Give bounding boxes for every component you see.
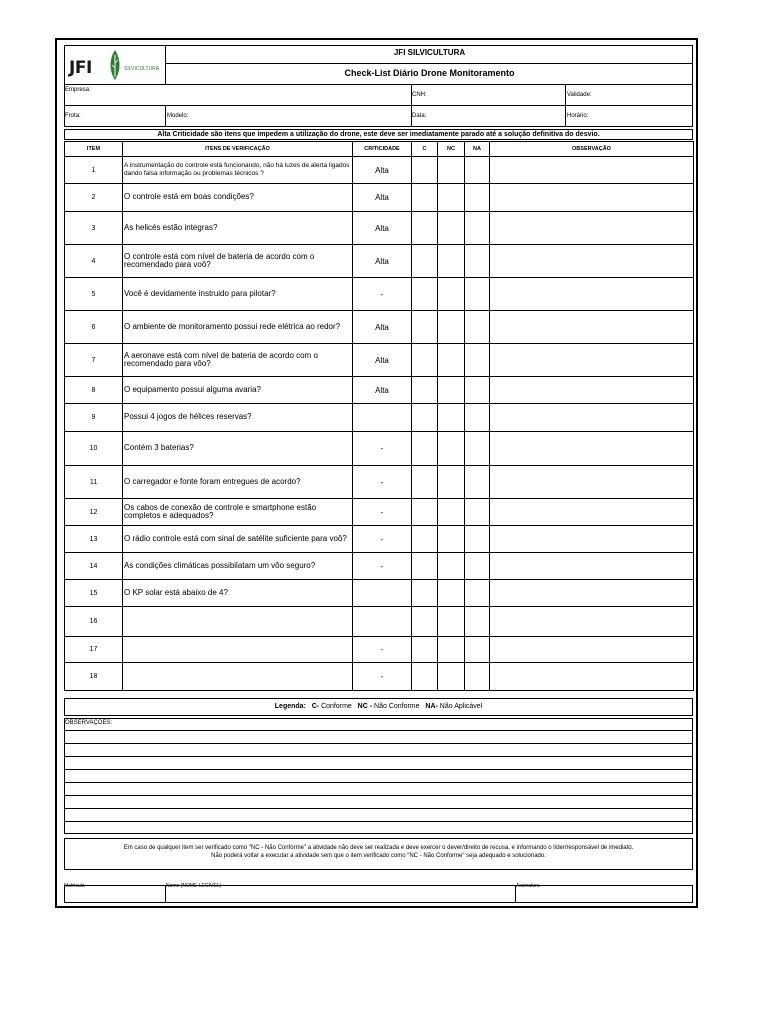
checklist-page — [55, 38, 698, 908]
item-criticality: - — [353, 663, 412, 691]
cell-observacao[interactable] — [490, 278, 694, 311]
col-c: C — [412, 142, 438, 157]
cell-nao-conforme[interactable] — [438, 157, 465, 184]
item-number: 3 — [65, 212, 123, 245]
cell-observacao[interactable] — [490, 499, 694, 526]
cell-nao-conforme[interactable] — [438, 184, 465, 212]
jfi-logo — [64, 45, 166, 85]
cell-conforme[interactable] — [412, 404, 438, 432]
observation-line[interactable] — [64, 795, 693, 796]
col-na: NA — [465, 142, 490, 157]
observation-line[interactable] — [64, 821, 693, 822]
item-text: Os cabos de conexão de controle e smartphone estão completos e adequados? — [123, 499, 353, 526]
observation-line[interactable] — [64, 756, 693, 757]
item-number: 12 — [65, 499, 123, 526]
cell-observacao[interactable] — [490, 157, 694, 184]
item-text: O equipamento possui alguma avaria? — [123, 377, 353, 404]
cell-observacao[interactable] — [490, 344, 694, 377]
item-text: O KP solar está abaixo de 4? — [123, 580, 353, 607]
item-number: 13 — [65, 526, 123, 553]
item-criticality: - — [353, 278, 412, 311]
item-criticality — [353, 607, 412, 637]
table-row — [65, 184, 694, 212]
label-matricula: Matrícula — [64, 883, 85, 889]
cell-observacao[interactable] — [490, 553, 694, 580]
cell-nao-conforme[interactable] — [438, 245, 465, 278]
item-criticality: - — [353, 466, 412, 499]
header-divider — [165, 63, 693, 64]
label-assinatura: Assinatura — [516, 883, 540, 889]
item-number: 7 — [65, 344, 123, 377]
cell-conforme[interactable] — [412, 553, 438, 580]
item-number: 11 — [65, 466, 123, 499]
item-text: O rádio controle está com sinal de satélite suficiente para voô? — [123, 526, 353, 553]
item-text: As condições climáticas possibilatam um vôo seguro? — [123, 553, 353, 580]
item-text: A aeronave está com nível de bateria de acordo com o recomendado para vôo? — [123, 344, 353, 377]
cell-nao-conforme[interactable] — [438, 404, 465, 432]
cell-conforme[interactable] — [412, 526, 438, 553]
cell-nao-conforme[interactable] — [438, 432, 465, 466]
item-number: 2 — [65, 184, 123, 212]
item-text: Você é devidamente instruido para pilotar? — [123, 278, 353, 311]
cell-nao-aplicavel[interactable] — [465, 637, 490, 663]
cell-nao-conforme[interactable] — [438, 580, 465, 607]
label-frota: Frota: — [65, 113, 81, 119]
cell-nao-conforme[interactable] — [438, 344, 465, 377]
cell-nao-aplicavel[interactable] — [465, 580, 490, 607]
label-validade: Validade: — [567, 92, 592, 98]
cell-nao-aplicavel[interactable] — [465, 212, 490, 245]
cell-nao-aplicavel[interactable] — [465, 553, 490, 580]
legend-nc-value: Não Conforme — [374, 703, 420, 710]
col-observacao: OBSERVAÇÃO — [490, 142, 694, 157]
cell-observacao[interactable] — [490, 377, 694, 404]
table-row — [65, 607, 694, 637]
legend-c-key: C- — [311, 703, 320, 710]
cell-conforme[interactable] — [412, 184, 438, 212]
cell-conforme[interactable] — [412, 466, 438, 499]
item-criticality: - — [353, 432, 412, 466]
cell-observacao[interactable] — [490, 466, 694, 499]
table-row — [65, 553, 694, 580]
table-row — [65, 311, 694, 344]
cell-conforme[interactable] — [412, 499, 438, 526]
item-criticality: Alta — [353, 344, 412, 377]
cell-conforme[interactable] — [412, 157, 438, 184]
logo-text: JFI — [69, 58, 92, 78]
cell-nao-conforme[interactable] — [438, 377, 465, 404]
item-number: 4 — [65, 245, 123, 278]
item-number: 1 — [65, 157, 123, 184]
cell-conforme[interactable] — [412, 212, 438, 245]
cell-conforme[interactable] — [412, 278, 438, 311]
table-row — [65, 499, 694, 526]
form-title: Check-List Diário Drone Monitoramento — [344, 68, 515, 78]
cell-conforme[interactable] — [412, 607, 438, 637]
cell-conforme[interactable] — [412, 637, 438, 663]
label-modelo: Modelo: — [167, 113, 189, 119]
cell-nao-conforme[interactable] — [438, 663, 465, 691]
item-number: 16 — [65, 607, 123, 637]
label-cnh: CNH: — [412, 92, 427, 98]
cell-observacao[interactable] — [490, 580, 694, 607]
criticality-warning: Alta Criticidade são itens que impedem a utilização do drone, este deve ser imediatamente parado até a solução definitiva do desvio. — [64, 129, 693, 140]
legend-c-value: Conforme — [321, 703, 352, 710]
table-row — [65, 344, 694, 377]
cell-nao-aplicavel[interactable] — [465, 499, 490, 526]
table-row — [65, 637, 694, 663]
table-row — [65, 580, 694, 607]
info-row-1-div-b — [565, 84, 566, 106]
cell-nao-aplicavel[interactable] — [465, 404, 490, 432]
item-text: O controle está em boas condições? — [123, 184, 353, 212]
cell-observacao[interactable] — [490, 637, 694, 663]
item-text — [123, 663, 353, 691]
observations-box — [64, 718, 693, 834]
cell-observacao[interactable] — [490, 404, 694, 432]
item-criticality: Alta — [353, 184, 412, 212]
item-criticality: Alta — [353, 212, 412, 245]
cell-nao-aplicavel[interactable] — [465, 157, 490, 184]
cell-nao-conforme[interactable] — [438, 553, 465, 580]
cell-nao-aplicavel[interactable] — [465, 184, 490, 212]
legend-nc-key: NC - — [357, 703, 373, 710]
cell-observacao[interactable] — [490, 432, 694, 466]
cell-nao-conforme[interactable] — [438, 499, 465, 526]
item-text: A instrumentação do controle está funcionando, não há luzes de alerta ligados dando falsa informação ou problemas técnicos ? — [123, 157, 353, 184]
info-row-2 — [64, 105, 693, 127]
col-itens: ITENS DE VERIFICAÇÃO — [123, 142, 353, 157]
cell-nao-conforme[interactable] — [438, 637, 465, 663]
cell-nao-conforme[interactable] — [438, 212, 465, 245]
table-row — [65, 404, 694, 432]
info-row-2-div-c — [565, 105, 566, 127]
item-number: 9 — [65, 404, 123, 432]
cell-nao-conforme[interactable] — [438, 311, 465, 344]
table-row — [65, 466, 694, 499]
table-row — [65, 157, 694, 184]
label-horario: Horário: — [567, 113, 589, 119]
info-row-1 — [64, 84, 693, 106]
cell-nao-aplicavel[interactable] — [465, 663, 490, 691]
cell-observacao[interactable] — [490, 245, 694, 278]
cell-conforme[interactable] — [412, 663, 438, 691]
col-item: ITEM — [65, 142, 123, 157]
item-criticality: Alta — [353, 245, 412, 278]
label-empresa: Empresa: — [65, 87, 91, 93]
cell-observacao[interactable] — [490, 663, 694, 691]
cell-nao-aplicavel[interactable] — [465, 377, 490, 404]
item-criticality: Alta — [353, 157, 412, 184]
item-number: 10 — [65, 432, 123, 466]
cell-nao-aplicavel[interactable] — [465, 466, 490, 499]
cell-conforme[interactable] — [412, 344, 438, 377]
cell-conforme[interactable] — [412, 311, 438, 344]
logo-subtext: SILVICULTURA — [124, 66, 160, 72]
cell-nao-aplicavel[interactable] — [465, 432, 490, 466]
cell-observacao[interactable] — [490, 607, 694, 637]
item-criticality: Alta — [353, 311, 412, 344]
item-text: O ambiente de monitoramento possui rede elétrica ao redor? — [123, 311, 353, 344]
cell-conforme[interactable] — [412, 377, 438, 404]
legend-na-key: NA- — [425, 703, 438, 710]
observations-label: OBSERVAÇÕES: — [65, 720, 113, 726]
cell-observacao[interactable] — [490, 184, 694, 212]
item-number: 8 — [65, 377, 123, 404]
notice-line-2: Não poderá voltar a executar a atividade sem que o item verificado como "NC - Não Conforme" seja adequado e solucionado. — [211, 853, 546, 859]
company-name: JFI SILVICULTURA — [393, 48, 466, 57]
observation-line[interactable] — [64, 743, 693, 744]
item-text: O controle está com nível de bateria de acordo com o recomendado para voô? — [123, 245, 353, 278]
label-nome: Nome (NOME LEGÍVEL) — [166, 883, 222, 889]
item-number: 15 — [65, 580, 123, 607]
item-criticality: - — [353, 526, 412, 553]
cell-observacao[interactable] — [490, 526, 694, 553]
cell-nao-aplicavel[interactable] — [465, 278, 490, 311]
cell-nao-conforme[interactable] — [438, 607, 465, 637]
item-criticality — [353, 404, 412, 432]
observation-line[interactable] — [64, 730, 693, 731]
item-text: O carregador e fonte foram entregues de acordo? — [123, 466, 353, 499]
item-criticality: - — [353, 499, 412, 526]
checklist-table — [64, 141, 694, 691]
item-text: As helicés estão integras? — [123, 212, 353, 245]
table-row — [65, 432, 694, 466]
item-number: 18 — [65, 663, 123, 691]
signature-box — [64, 885, 693, 903]
cell-nao-conforme[interactable] — [438, 526, 465, 553]
cell-conforme[interactable] — [412, 580, 438, 607]
legend-na-value: Não Aplicável — [439, 703, 483, 710]
table-row — [65, 663, 694, 691]
item-number: 6 — [65, 311, 123, 344]
observation-line[interactable] — [64, 769, 693, 770]
cell-conforme[interactable] — [412, 245, 438, 278]
cell-conforme[interactable] — [412, 432, 438, 466]
item-number: 5 — [65, 278, 123, 311]
leaf-icon — [108, 49, 122, 81]
item-text — [123, 607, 353, 637]
table-row — [65, 526, 694, 553]
table-row — [65, 377, 694, 404]
cell-nao-conforme[interactable] — [438, 466, 465, 499]
observation-line[interactable] — [64, 782, 693, 783]
item-criticality: Alta — [353, 377, 412, 404]
table-header-row — [65, 142, 694, 157]
cell-observacao[interactable] — [490, 212, 694, 245]
col-nc: NC — [438, 142, 465, 157]
table-row — [65, 278, 694, 311]
cell-nao-aplicavel[interactable] — [465, 607, 490, 637]
cell-nao-aplicavel[interactable] — [465, 344, 490, 377]
cell-nao-conforme[interactable] — [438, 278, 465, 311]
table-row — [65, 245, 694, 278]
item-criticality — [353, 580, 412, 607]
cell-nao-aplicavel[interactable] — [465, 245, 490, 278]
item-text: Possui 4 jogos de hélices reservas? — [123, 404, 353, 432]
item-criticality: - — [353, 637, 412, 663]
notice-line-1: Em caso de qualquer item ser verificado como "NC - Não Conforme" a atividade não deve ser realizada e deve exercer o dever/direito de recusa, e informando o líder/responsável de imediato. — [123, 845, 634, 851]
cell-nao-aplicavel[interactable] — [465, 311, 490, 344]
label-data: Data: — [412, 113, 427, 119]
cell-nao-aplicavel[interactable] — [465, 526, 490, 553]
item-number: 14 — [65, 553, 123, 580]
info-row-2-div-a — [165, 105, 166, 127]
item-text — [123, 637, 353, 663]
table-row — [65, 212, 694, 245]
item-text: Contém 3 baterias? — [123, 432, 353, 466]
col-criticidade: CRITICIDADE — [353, 142, 412, 157]
legend-box — [64, 698, 693, 716]
observation-line[interactable] — [64, 808, 693, 809]
item-criticality: - — [353, 553, 412, 580]
item-number: 17 — [65, 637, 123, 663]
legend-label: Legenda: — [274, 703, 306, 710]
cell-observacao[interactable] — [490, 311, 694, 344]
